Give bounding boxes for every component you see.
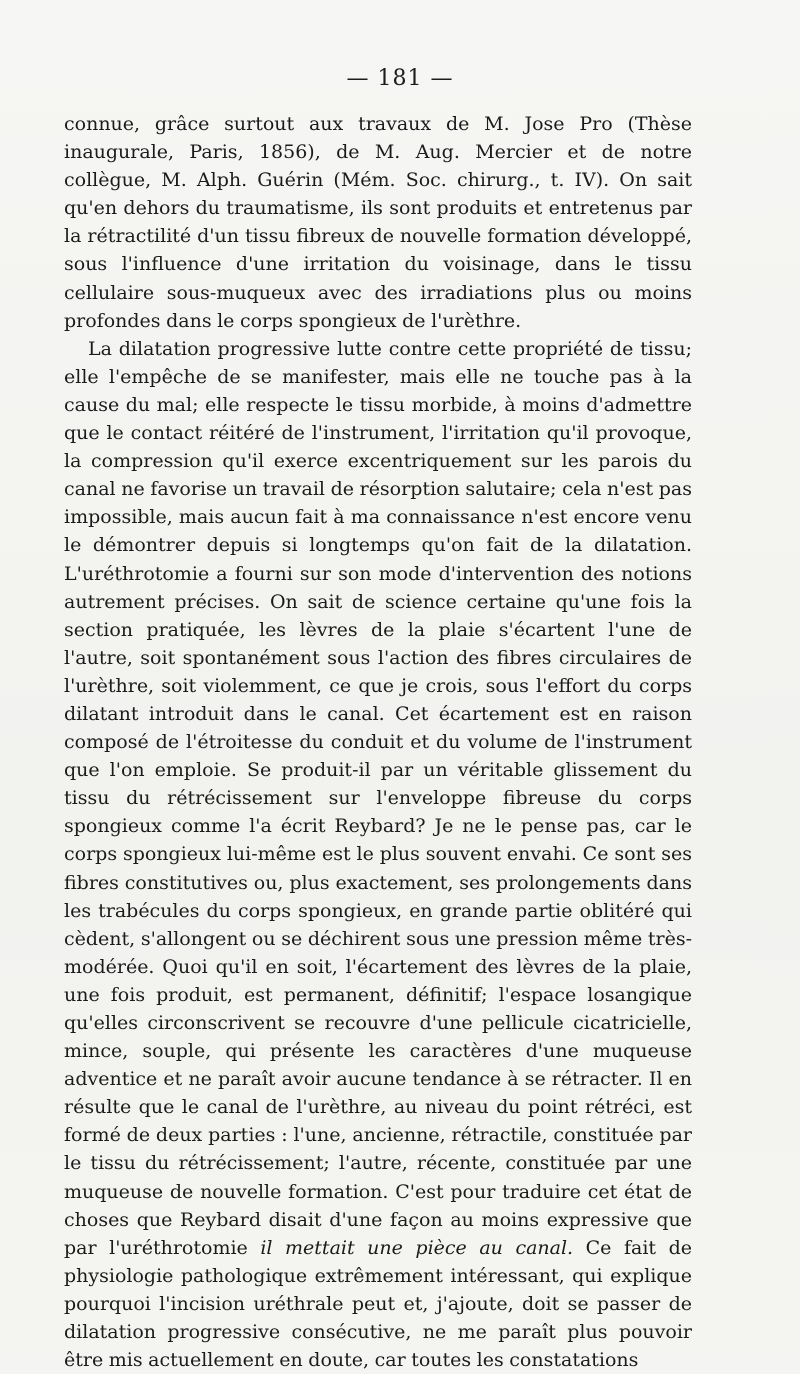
paragraph-text-end: Ce fait de physiologie pathologique extrêmement intéressant, qui explique pourquoi l'incision uréthrale peut et, j'ajoute, doit se passer de dilatation progressive consécutive, ne me paraît plus pouvoir être mis actuellement en doute, car toutes les constatations [64,1236,692,1372]
paragraph-dilatation [64,335,692,1374]
page-number: — 181 — [346,66,454,91]
body-text [64,110,692,1374]
paragraph-text: La dilatation progressive lutte contre cette propriété de tissu; elle l'empêche de se manifester, mais elle ne touche pas à la cause du mal; elle respecte le tissu morbide, à moins d'admettre que le contact réitéré de l'instrument, l'irritation qu'il provoque, la compression qu'il exerce excentriquement sur les parois du canal ne favorise un travail de résorption salutaire; cela n'est pas impossible, mais aucun fait à ma connaissance n'est encore venu le démontrer depuis si longtemps qu'on fait de la dilatation. L'uréthrotomie a fourni sur son mode d'intervention des notions autrement précises. On sait de science certaine qu'une fois la section pratiquée, les lèvres de la plaie s'écartent l'une de l'autre, soit spontanément sous l'action des fibres circulaires de l'urèthre, soit violemment, ce que je crois, sous l'effort du corps dilatant introduit dans le canal. Cet écartement est en raison composé de l'étroitesse du conduit et du volume de l'instrument que l'on emploie. Se produit-il par un véritable glissement du tissu du rétrécissement sur l'enveloppe fibreuse du corps spongieux comme l'a écrit Reybard? Je ne le pense pas, car le corps spongieux lui-même est le plus souvent envahi. Ce sont ses fibres constitutives ou, plus exactement, ses prolongements dans les trabécules du corps spongieux, en grande partie oblitéré qui cèdent, s'allongent ou se déchirent sous une pression même très-modérée. Quoi qu'il en soit, l'écartement des lèvres de la plaie, une fois produit, est permanent, définitif; l'espace losangique qu'elles circonscrivent se recouvre d'une pellicule cicatricielle, mince, souple, qui présente les caractères d'une muqueuse adventice et ne paraît avoir aucune tendance à se rétracter. Il en résulte que le canal de l'urèthre, au niveau du point rétréci, est formé de deux parties : l'une, ancienne, rétractile, constituée par le tissu du rétrécissement; l'autre, récente, constituée par une muqueuse de nouvelle formation. C'est pour traduire cet état de choses que Reybard disait d'une façon au moins expressive que par l'uréthrotomie [64,337,692,1259]
paragraph-continued: connue, grâce surtout aux travaux de M. Jose Pro (Thèse inaugurale, Paris, 1856), de M. Aug. Mercier et de notre collègue, M. Alph. Guérin (Mém. Soc. chirurg., t. IV). On sait qu'en dehors du traumatisme, ils sont produits et entretenus par la rétractilité d'un tissu fibreux de nouvelle formation développé, sous l'influence d'une irritation du voisinage, dans le tissu cellulaire sous-muqueux avec des irradiations plus ou moins profondes dans le corps spongieux de l'urèthre. [64,113,692,332]
italic-quote: il mettait une pièce au canal. [260,1236,574,1259]
